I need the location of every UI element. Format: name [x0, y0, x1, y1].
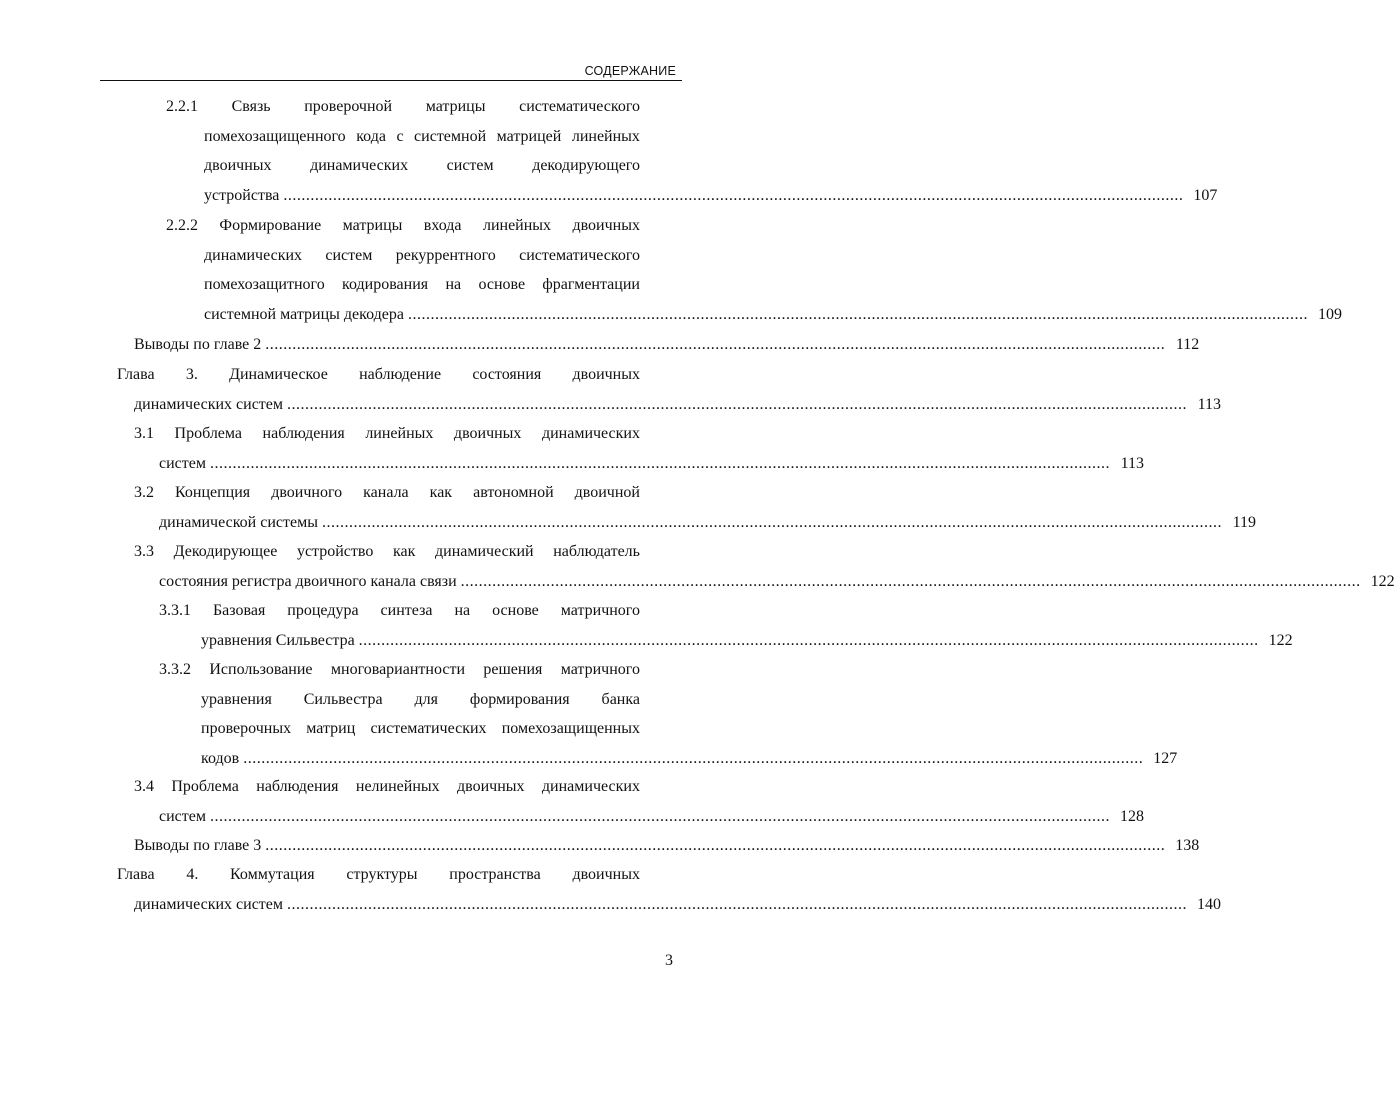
- toc-entry-line: [204, 241, 640, 271]
- toc-word: наблюдатель: [553, 543, 640, 560]
- toc-word: систематических: [370, 720, 487, 737]
- toc-entry-line: [117, 860, 640, 890]
- toc-entry-title: динамических систем: [134, 395, 284, 413]
- toc-word: рекуррентного: [395, 246, 496, 264]
- toc-word: двоичных: [572, 217, 640, 234]
- toc-word: линейных: [365, 425, 434, 442]
- toc-entry-line: [134, 478, 640, 508]
- toc-leader-dots: ........................................................................................................................................................................................................: [265, 336, 1166, 353]
- toc-word: 3.3: [134, 543, 154, 560]
- toc-word: кода: [356, 127, 386, 145]
- toc-page-number: 119: [1232, 513, 1256, 531]
- page-header-title: СОДЕРЖАНИЕ: [584, 64, 676, 78]
- toc-word: 3.: [185, 366, 198, 383]
- toc-word: наблюдения: [262, 425, 345, 442]
- toc-word: линейных: [482, 217, 552, 234]
- toc-entry-title: системной матрицы декодера: [204, 305, 404, 323]
- toc-word: матрицей: [496, 127, 562, 145]
- toc-word: входа: [423, 217, 462, 234]
- toc-entry-line: [134, 419, 640, 449]
- toc-word: на: [454, 602, 471, 619]
- page-number: 3: [665, 952, 673, 969]
- toc-leader-dots: ........................................................................................................................................................................................................: [358, 631, 1259, 649]
- toc-entry[interactable]: [201, 744, 1178, 774]
- toc-word: основе: [478, 276, 526, 293]
- toc-word: Формирование: [219, 217, 322, 234]
- toc-word: фрагментации: [542, 276, 640, 293]
- toc-word: матриц: [306, 720, 356, 737]
- toc-word: наблюдения: [256, 778, 339, 795]
- toc-word: матричного: [560, 602, 640, 619]
- toc-word: Проблема: [171, 778, 239, 795]
- toc-word: процедура: [287, 602, 359, 619]
- toc-word: систем: [325, 246, 373, 264]
- toc-entry[interactable]: [201, 626, 1293, 656]
- toc-word: Глава: [117, 366, 155, 383]
- toc-entry[interactable]: [134, 330, 1200, 360]
- toc-word: Коммутация: [230, 866, 315, 883]
- toc-entry[interactable]: [159, 567, 1395, 597]
- toc-word: 3.4: [134, 778, 154, 795]
- toc-entry-title: систем: [159, 454, 206, 472]
- toc-entry[interactable]: [204, 181, 1218, 211]
- toc-entry-title: состояния регистра двоичного канала связи: [159, 572, 457, 590]
- toc-entry[interactable]: [134, 831, 1200, 861]
- toc-entry-title: уравнения Сильвестра: [201, 631, 355, 649]
- toc-word: уравнения: [201, 690, 272, 708]
- toc-entry-title: динамической системы: [159, 513, 318, 531]
- toc-word: 2.2.2: [166, 217, 198, 234]
- toc-page-number: 127: [1153, 749, 1178, 767]
- toc-word: устройство: [296, 543, 374, 560]
- toc-entry-line: [204, 151, 640, 181]
- toc-word: Базовая: [212, 602, 266, 619]
- header-rule: [100, 80, 682, 81]
- toc-entry-title: кодов: [201, 749, 240, 767]
- toc-word: помехозащитного: [204, 276, 325, 293]
- toc-word: матрицы: [425, 98, 486, 115]
- toc-leader-dots: ........................................................................................................................................................................................................: [209, 454, 1110, 472]
- toc-word: матричного: [560, 661, 640, 678]
- toc-word: 4.: [186, 866, 199, 883]
- toc-word: 3.3.2: [159, 661, 191, 678]
- toc-word: систематического: [519, 246, 640, 264]
- toc-word: кодирования: [342, 276, 429, 293]
- toc-entry-line: [204, 122, 640, 152]
- toc-word: формирования: [469, 690, 570, 708]
- toc-word: решения: [483, 661, 543, 678]
- toc-word: проверочных: [201, 720, 292, 737]
- toc-word: Сильвестра: [303, 690, 383, 708]
- toc-entry[interactable]: [159, 802, 1144, 832]
- toc-leader-dots: ........................................................................................................................................................................................................: [209, 807, 1110, 825]
- toc-leader-dots: ........................................................................................................................................................................................................: [265, 837, 1166, 854]
- toc-word: многовариантности: [330, 661, 466, 678]
- toc-word: как: [429, 484, 453, 501]
- toc-word: пространства: [449, 866, 541, 883]
- toc-word: Связь: [231, 98, 271, 115]
- toc-word: для: [414, 690, 438, 708]
- toc-word: динамических: [541, 778, 640, 795]
- toc-word: автономной: [473, 484, 554, 501]
- toc-word: систем: [446, 157, 494, 174]
- toc-word: 3.3.1: [159, 602, 191, 619]
- toc-page-number: 128: [1119, 807, 1144, 825]
- toc-entry-title: систем: [159, 807, 206, 825]
- toc-page-number: 122: [1370, 572, 1395, 590]
- toc-word: динамических: [204, 246, 303, 264]
- toc-entry-line: [159, 596, 640, 626]
- toc-word: динамических: [310, 157, 409, 174]
- toc-word: систематического: [519, 98, 640, 115]
- toc-word: на: [445, 276, 462, 293]
- toc-word: помехозащищенных: [501, 720, 640, 737]
- toc-page-number: 109: [1317, 305, 1342, 323]
- toc-page-number: 112: [1175, 336, 1200, 353]
- toc-word: Декодирующее: [173, 543, 278, 560]
- toc-word: структуры: [346, 866, 418, 883]
- toc-word: Использование: [209, 661, 313, 678]
- toc-word: проверочной: [304, 98, 393, 115]
- toc-entry-line: [166, 211, 640, 241]
- toc-leader-dots: ........................................................................................................................................................................................................: [407, 305, 1308, 323]
- toc-entry[interactable]: [204, 300, 1342, 330]
- toc-page-number: 140: [1197, 895, 1222, 913]
- toc-word: 3.1: [134, 425, 154, 442]
- toc-word: 2.2.1: [166, 98, 198, 115]
- toc-word: Динамическое: [229, 366, 328, 383]
- toc-word: Концепция: [175, 484, 251, 501]
- toc-word: двоичных: [204, 157, 272, 174]
- toc-entry-line: [204, 270, 640, 300]
- toc-word: канала: [363, 484, 409, 501]
- toc-word: системной: [414, 127, 487, 145]
- toc-word: двоичных: [572, 366, 640, 383]
- toc-word: линейных: [571, 127, 640, 145]
- toc-word: как: [392, 543, 416, 560]
- toc-page-number: 113: [1120, 454, 1144, 472]
- toc-word: 3.2: [134, 484, 154, 501]
- toc-page-number: 122: [1268, 631, 1293, 649]
- toc-word: двоичных: [457, 778, 525, 795]
- toc-word: динамический: [434, 543, 534, 560]
- toc-entry-title: Выводы по главе 3: [134, 837, 262, 854]
- toc-entry[interactable]: [134, 890, 1222, 920]
- toc-word: состояния: [472, 366, 542, 383]
- toc-page-number: 138: [1175, 837, 1200, 854]
- toc-leader-dots: ........................................................................................................................................................................................................: [460, 572, 1361, 590]
- toc-word: матрицы: [342, 217, 403, 234]
- toc-word: наблюдение: [359, 366, 442, 383]
- toc-word: нелинейных: [355, 778, 440, 795]
- toc-word: двоичных: [572, 866, 640, 883]
- toc-word: двоичных: [453, 425, 522, 442]
- toc-word: банка: [601, 690, 640, 708]
- toc-word: декодирующего: [532, 157, 640, 174]
- toc-entry-line: [201, 714, 640, 744]
- toc-word: синтеза: [380, 602, 433, 619]
- toc-leader-dots: ........................................................................................................................................................................................................: [243, 749, 1144, 767]
- toc-word: Проблема: [174, 425, 243, 442]
- toc-word: двоичной: [574, 484, 640, 501]
- toc-word: двоичного: [271, 484, 343, 501]
- toc-entry-title: динамических систем: [134, 895, 284, 913]
- toc-entry[interactable]: [134, 390, 1222, 420]
- toc-leader-dots: ........................................................................................................................................................................................................: [287, 395, 1188, 413]
- toc-leader-dots: ........................................................................................................................................................................................................: [321, 513, 1222, 531]
- toc-entry-line: [201, 685, 640, 715]
- toc-word: основе: [492, 602, 539, 619]
- toc-entry-line: [134, 772, 640, 802]
- toc-entry[interactable]: [159, 508, 1256, 538]
- toc-page-number: 113: [1197, 395, 1222, 413]
- toc-leader-dots: ........................................................................................................................................................................................................: [287, 895, 1188, 913]
- toc-entry-line: [117, 360, 640, 390]
- toc-entry-line: [134, 537, 640, 567]
- toc-entry-line: [166, 92, 640, 122]
- toc-word: динамических: [541, 425, 640, 442]
- toc-leader-dots: ........................................................................................................................................................................................................: [283, 186, 1184, 204]
- toc-page-number: 107: [1193, 186, 1218, 204]
- toc-word: с: [396, 127, 404, 145]
- toc-entry[interactable]: [159, 449, 1144, 479]
- toc-entry-title: устройства: [204, 186, 280, 204]
- toc-entry-title: Выводы по главе 2: [134, 336, 262, 353]
- toc-word: Глава: [117, 866, 155, 883]
- toc-entry-line: [159, 655, 640, 685]
- toc-word: помехозащищенного: [204, 127, 346, 145]
